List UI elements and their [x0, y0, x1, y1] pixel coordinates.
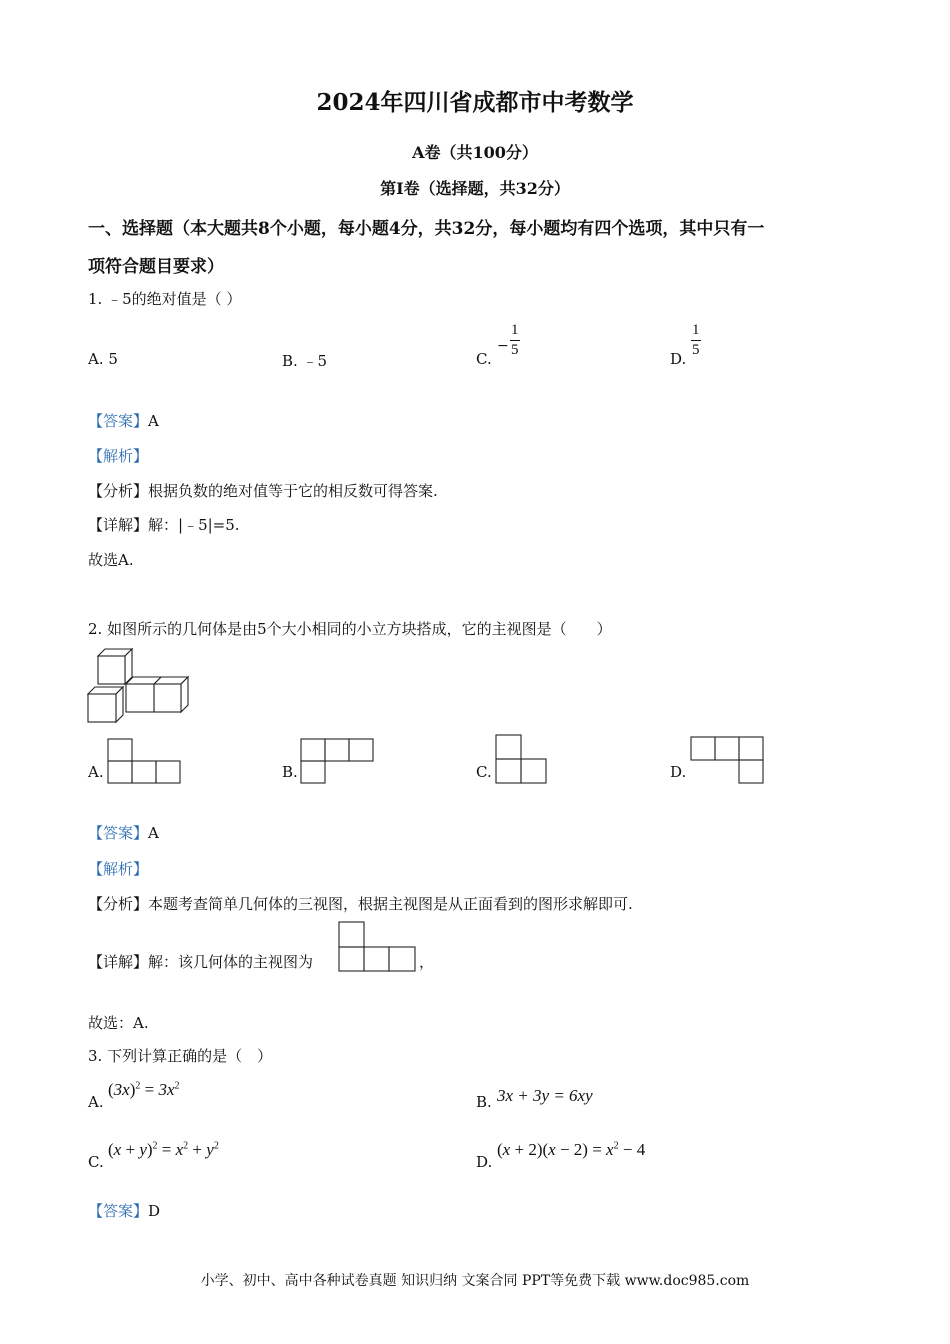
xiangjie-tag: 【详解】 — [88, 953, 149, 971]
q1-answer — [88, 410, 159, 431]
fenxi-text: 本题考查简单几何体的三视图，根据主视图是从正面看到的图形求解即可. — [148, 895, 633, 913]
answer-value: D — [148, 1202, 161, 1220]
fraction-bar — [691, 340, 701, 341]
q3-option-c-label: C. — [88, 1153, 104, 1171]
q2-option-d-figure — [690, 736, 766, 784]
q1-c-numerator: 1 — [511, 322, 519, 338]
q3-option-d-label: D. — [476, 1153, 493, 1171]
q2-answer — [88, 822, 159, 843]
q1-option-b: B. ﹣5 — [282, 352, 328, 370]
q2-conclusion: 故选：A. — [88, 1014, 149, 1032]
q2-solid-figure — [86, 646, 198, 724]
q1-d-numerator: 1 — [692, 322, 700, 338]
q3-option-b-label: B. — [476, 1093, 492, 1111]
answer-tag: 【答案】 — [88, 1202, 149, 1220]
section1-heading: 一、选择题（本大题共8个小题，每小题4分，共32分，每小题均有四个选项，其中只有一 — [88, 219, 765, 239]
q3-option-b-expr: 3x + 3y = 6xy — [497, 1086, 593, 1105]
fraction-bar — [510, 340, 520, 341]
q2-option-a-figure — [107, 738, 182, 784]
q2-option-c-label: C. — [476, 763, 492, 781]
q2-option-b-figure — [300, 738, 375, 784]
q1-detail — [88, 514, 240, 535]
q1-conclusion: 故选A. — [88, 551, 134, 569]
q3-stem: 3. 下列计算正确的是（ ） — [88, 1047, 273, 1065]
fenxi-tag: 【分析】 — [88, 482, 149, 500]
xiangjie-text: 解：该几何体的主视图为 — [148, 953, 314, 971]
xiangjie-tag: 【详解】 — [88, 516, 149, 534]
answer-tag: 【答案】 — [88, 412, 149, 430]
section1-heading-cont: 项符合题目要求） — [88, 257, 224, 277]
q2-detail-front-view — [338, 921, 418, 973]
q1-analysis — [88, 480, 438, 501]
q3-answer — [88, 1200, 160, 1221]
q3-option-a-label: A. — [88, 1093, 104, 1111]
answer-tag: 【答案】 — [88, 824, 149, 842]
q1-stem: 1. ﹣5的绝对值是（ ） — [88, 290, 242, 308]
q1-option-c-sign: − — [497, 338, 509, 354]
paper-a-heading: A卷（共100分） — [412, 143, 538, 162]
q2-detail-comma: ， — [419, 953, 435, 971]
fenxi-tag: 【分析】 — [88, 895, 149, 913]
q2-stem: 2. 如图所示的几何体是由5个大小相同的小立方块搭成，它的主视图是（ ） — [88, 620, 612, 638]
q2-option-c-figure — [495, 734, 549, 784]
xiangjie-text: 解：|﹣5|=5. — [148, 516, 240, 534]
q2-detail — [88, 951, 313, 972]
q1-option-d-fraction — [691, 322, 701, 359]
q1-d-denominator: 5 — [692, 342, 700, 358]
q1-jiexi-tag: 【解析】 — [88, 447, 149, 465]
q2-jiexi-tag: 【解析】 — [88, 860, 149, 878]
answer-value: A — [148, 412, 159, 430]
q1-option-c-label: C. — [476, 350, 492, 368]
part1-heading: 第I卷（选择题，共32分） — [380, 179, 570, 198]
q1-option-d-label: D. — [670, 350, 687, 368]
page-title: 2024年四川省成都市中考数学 — [316, 89, 634, 116]
q3-option-d-expr: $(x + 2)(x - 2) = x^2 - 4$ — [497, 1140, 646, 1159]
fenxi-text: 根据负数的绝对值等于它的相反数可得答案. — [148, 482, 438, 500]
answer-value: A — [148, 824, 159, 842]
page-footer: 小学、初中、高中各种试卷真题 知识归纳 文案合同 PPT等免费下载 www.doc985.com — [200, 1273, 750, 1289]
q3-option-a-expr: $(3x)^2 = 3x^2$ — [108, 1080, 180, 1099]
q1-c-denominator: 5 — [511, 342, 519, 358]
q2-option-a-label: A. — [88, 763, 104, 781]
q1-option-c-fraction — [510, 322, 520, 359]
q2-option-b-label: B. — [282, 763, 298, 781]
q3-option-c-expr: $(x + y)^2 = x^2 + y^2$ — [108, 1140, 219, 1159]
q2-analysis — [88, 893, 633, 914]
q2-option-d-label: D. — [670, 763, 687, 781]
q1-option-a: A. 5 — [88, 350, 118, 368]
